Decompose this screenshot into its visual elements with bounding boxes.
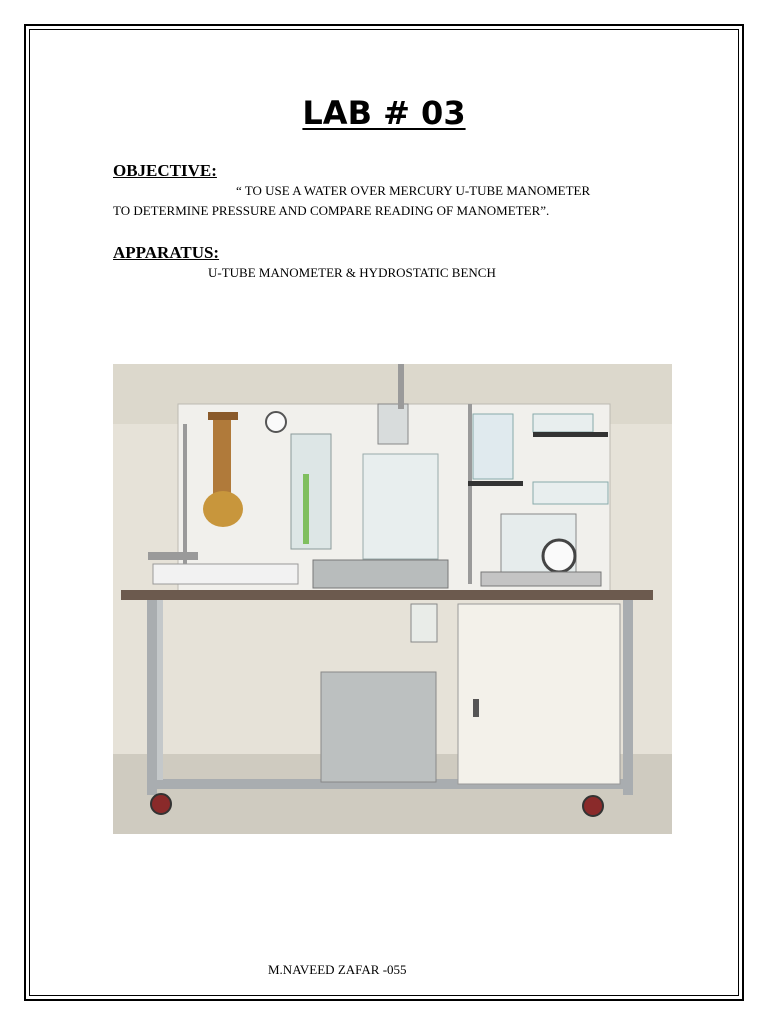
lab-title: LAB # 03 [302, 94, 466, 132]
apparatus-photo [113, 364, 672, 834]
objective-line-2: TO DETERMINE PRESSURE AND COMPARE READING OF MANOMETER”. [113, 203, 550, 218]
author-name: M.NAVEED ZAFAR -055 [268, 962, 407, 977]
apparatus-text: U-TUBE MANOMETER & HYDROSTATIC BENCH [208, 265, 496, 280]
apparatus-heading: APPARATUS: [113, 243, 220, 262]
objective-line-1: “ TO USE A WATER OVER MERCURY U-TUBE MANOMETER [236, 183, 591, 198]
objective-heading: OBJECTIVE: [113, 161, 217, 180]
